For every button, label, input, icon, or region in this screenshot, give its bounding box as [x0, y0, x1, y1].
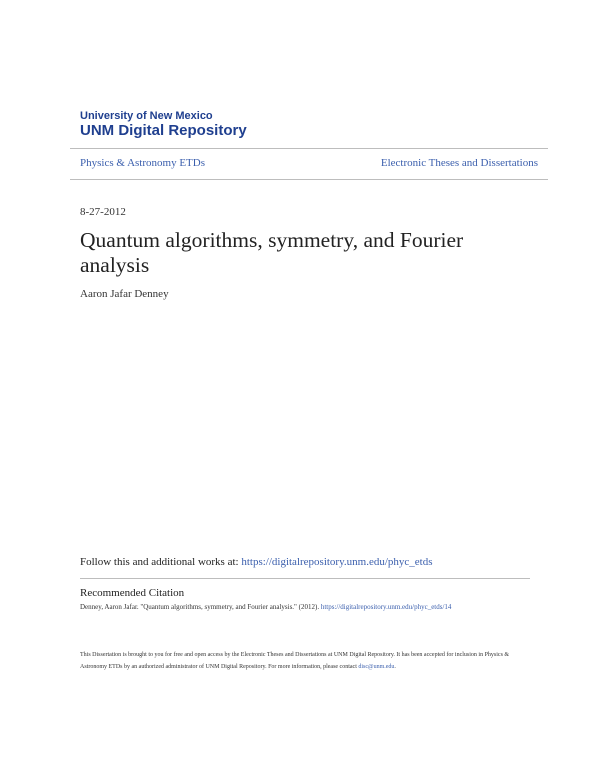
nav-divider	[70, 179, 548, 180]
electronic-theses-link[interactable]: Electronic Theses and Dissertations	[380, 157, 538, 169]
follow-label: Follow this and additional works at:	[80, 556, 239, 568]
repository-name: UNM Digital Repository	[80, 122, 247, 139]
document-author: Aaron Jafar Denney	[80, 288, 169, 300]
document-date: 8-27-2012	[80, 206, 126, 218]
citation-link[interactable]: https://digitalrepository.unm.edu/phyc_etds/14	[320, 603, 452, 611]
notice-end: .	[394, 663, 396, 670]
contact-email-link[interactable]: disc@unm.edu	[358, 663, 395, 670]
citation-body: Denney, Aaron Jafar. "Quantum algorithms, symmetry, and Fourier analysis." (2012).	[80, 603, 320, 611]
document-title: Quantum algorithms, symmetry, and Fourier analysis	[80, 228, 464, 277]
follow-line	[80, 556, 432, 568]
organization-name: University of New Mexico	[80, 110, 213, 122]
follow-link[interactable]: https://digitalrepository.unm.edu/phyc_etds	[241, 556, 433, 568]
citation-divider	[80, 578, 530, 579]
top-divider	[70, 148, 548, 149]
access-notice	[80, 650, 525, 673]
notice-body: This Dissertation is brought to you for free and open access by the Electronic Theses and Dissertations at UNM Digital Repository. It has been accepted for inclusion in Physics & Astronomy ETDs by an authorized administrator of UNM Digital Repository. For more information, please contact	[80, 652, 510, 670]
recommended-citation-text	[80, 602, 525, 613]
recommended-citation-heading: Recommended Citation	[80, 587, 185, 599]
physics-astronomy-etds-link[interactable]: Physics & Astronomy ETDs	[80, 157, 205, 169]
